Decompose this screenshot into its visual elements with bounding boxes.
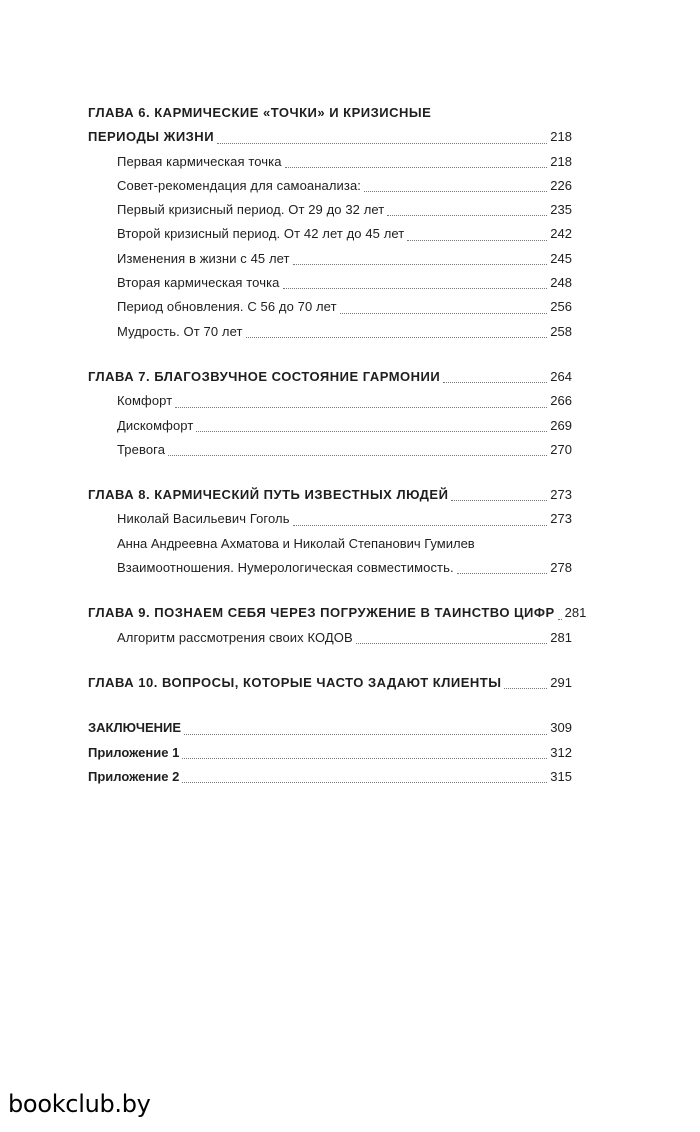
- page-number: 245: [550, 250, 572, 266]
- chapter-10-section: [88, 671, 572, 695]
- entry-title: Комфорт: [117, 393, 173, 409]
- final-section: [88, 716, 572, 789]
- chapter-7-section: [88, 365, 572, 462]
- watermark: bookclub.by: [8, 1090, 151, 1118]
- page-number: 218: [550, 153, 572, 169]
- toc-entry[interactable]: [88, 150, 572, 174]
- page-number: 281: [564, 605, 587, 621]
- dot-leader: [407, 240, 547, 241]
- entry-title: Алгоритм рассмотрения своих КОДОВ: [117, 629, 353, 645]
- page-number: 315: [550, 768, 572, 784]
- entry-title: Приложение 1: [88, 744, 180, 760]
- chapter-6-heading: ГЛАВА 6. КАРМИЧЕСКИЕ «ТОЧКИ» И КРИЗИСНЫЕ: [88, 105, 432, 120]
- toc-entry[interactable]: [88, 320, 572, 344]
- toc-entry[interactable]: [88, 438, 572, 462]
- page-number: 242: [550, 226, 572, 242]
- dot-leader: [293, 525, 548, 526]
- dot-leader: [196, 431, 547, 432]
- dot-leader: [283, 288, 548, 289]
- dot-leader: [182, 782, 547, 783]
- page-number: 266: [550, 393, 572, 409]
- toc-entry[interactable]: [88, 295, 572, 319]
- page-number: 291: [550, 674, 572, 690]
- entry-title: Второй кризисный период. От 42 лет до 45 лет: [117, 226, 405, 242]
- page-number: 312: [550, 744, 572, 760]
- entry-title: ЗАКЛЮЧЕНИЕ: [88, 720, 182, 736]
- chapter-9-section: [88, 601, 587, 650]
- toc-entry[interactable]: [88, 556, 572, 580]
- chapter-6-heading-line2: ПЕРИОДЫ ЖИЗНИ: [88, 129, 215, 145]
- dot-leader: [504, 688, 547, 689]
- toc-entry[interactable]: [88, 389, 572, 413]
- entry-title-line1: Анна Андреевна Ахматова и Николай Степанович Гумилев: [117, 535, 475, 551]
- toc-entry[interactable]: [88, 626, 572, 650]
- toc-entry[interactable]: [88, 507, 572, 531]
- dot-leader: [246, 337, 548, 338]
- page-number: 281: [550, 629, 572, 645]
- entry-title: Тревога: [117, 441, 166, 457]
- chapter-9-heading: ГЛАВА 9. ПОЗНАЕМ СЕБЯ ЧЕРЕЗ ПОГРУЖЕНИЕ В ТАИНСТВО ЦИФР: [88, 605, 555, 621]
- dot-leader: [217, 143, 547, 144]
- entry-title: Период обновления. С 56 до 70 лет: [117, 299, 337, 315]
- dot-leader: [182, 758, 547, 759]
- chapter-7-entry[interactable]: [88, 365, 572, 389]
- entry-title: Вторая кармическая точка: [117, 275, 280, 291]
- toc-entry[interactable]: [88, 174, 572, 198]
- toc-entry[interactable]: [88, 198, 572, 222]
- dot-leader: [457, 573, 548, 574]
- page-number: 270: [550, 441, 572, 457]
- entry-title: Приложение 2: [88, 768, 180, 784]
- page-number: 269: [550, 417, 572, 433]
- page-number: 309: [550, 720, 572, 736]
- dot-leader: [293, 264, 548, 265]
- page-number: 235: [550, 202, 572, 218]
- toc-entry[interactable]: [88, 414, 572, 438]
- chapter-9-entry[interactable]: [88, 601, 587, 625]
- chapter-8-entry[interactable]: [88, 483, 572, 507]
- dot-leader: [340, 313, 548, 314]
- chapter-6-section: [88, 101, 572, 344]
- dot-leader: [558, 619, 562, 620]
- dot-leader: [451, 500, 547, 501]
- dot-leader: [168, 455, 547, 456]
- entry-title: Изменения в жизни с 45 лет: [117, 250, 290, 266]
- page-number: 273: [550, 511, 572, 527]
- appendix-2-entry[interactable]: [88, 765, 572, 789]
- entry-title: Мудрость. От 70 лет: [117, 323, 243, 339]
- page-number: 258: [550, 323, 572, 339]
- dot-leader: [175, 407, 547, 408]
- entry-title: Совет-рекомендация для самоанализа:: [117, 177, 362, 193]
- page-number: 248: [550, 275, 572, 291]
- page-number: 264: [550, 368, 572, 384]
- toc-entry[interactable]: [88, 271, 572, 295]
- chapter-8-section: [88, 483, 572, 580]
- page-number: 218: [550, 129, 572, 145]
- dot-leader: [387, 215, 547, 216]
- entry-title: Дискомфорт: [117, 417, 194, 433]
- page-number: 226: [550, 177, 572, 193]
- entry-title: Николай Васильевич Гоголь: [117, 511, 290, 527]
- chapter-7-heading: ГЛАВА 7. БЛАГОЗВУЧНОЕ СОСТОЯНИЕ ГАРМОНИИ: [88, 368, 441, 384]
- dot-leader: [356, 643, 548, 644]
- conclusion-entry[interactable]: [88, 716, 572, 740]
- chapter-8-heading: ГЛАВА 8. КАРМИЧЕСКИЙ ПУТЬ ИЗВЕСТНЫХ ЛЮДЕЙ: [88, 487, 449, 503]
- appendix-1-entry[interactable]: [88, 741, 572, 765]
- dot-leader: [443, 382, 547, 383]
- page-number: 256: [550, 299, 572, 315]
- entry-title: Первая кармическая точка: [117, 153, 282, 169]
- page-number: 273: [550, 487, 572, 503]
- dot-leader: [184, 734, 547, 735]
- entry-title: Взаимоотношения. Нумерологическая совместимость.: [117, 560, 454, 576]
- dot-leader: [364, 191, 547, 192]
- page-number: 278: [550, 560, 572, 576]
- chapter-10-heading: ГЛАВА 10. ВОПРОСЫ, КОТОРЫЕ ЧАСТО ЗАДАЮТ КЛИЕНТЫ: [88, 674, 502, 690]
- table-of-contents: [88, 101, 587, 810]
- toc-entry[interactable]: [88, 222, 572, 246]
- chapter-10-entry[interactable]: [88, 671, 572, 695]
- entry-title: Первый кризисный период. От 29 до 32 лет: [117, 202, 385, 218]
- toc-entry[interactable]: [88, 247, 572, 271]
- chapter-6-entry[interactable]: [88, 125, 572, 149]
- dot-leader: [285, 167, 548, 168]
